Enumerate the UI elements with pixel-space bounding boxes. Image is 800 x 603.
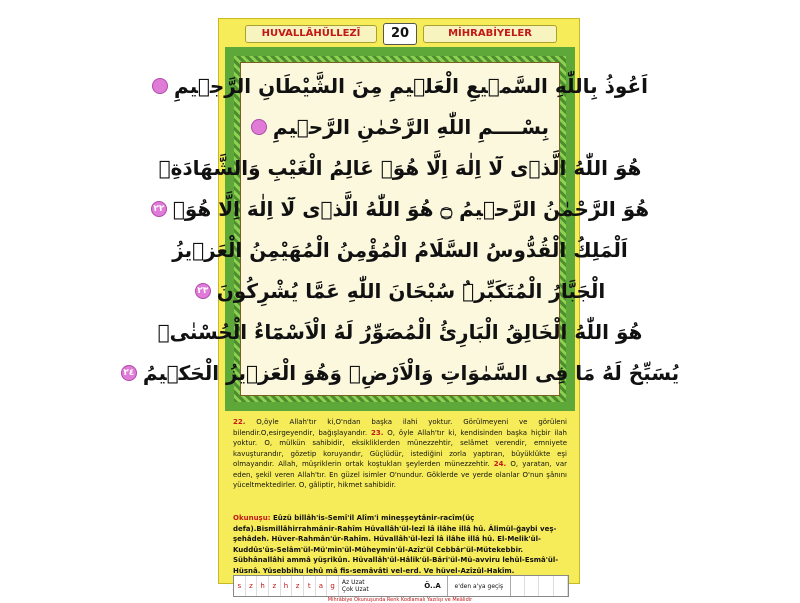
legend-letter: h xyxy=(281,576,293,596)
verse-text: بِسْــــمِ اللّٰهِ الرَّحْمٰنِ الرَّحٖيمِ xyxy=(272,114,550,139)
legend-letter: g xyxy=(327,576,339,596)
legend-letter: h xyxy=(257,576,269,596)
legend-letter: z xyxy=(269,576,281,596)
meaning-paragraph: O, yaratan, var eden, şekil veren Allah'tır. En güzel isimler O'nundur. Göklerde ve yerde olanlar O'nun şânını yüceltmektedirler. O, gâliptir, hikmet sahibidir. xyxy=(233,460,567,489)
legend-letters xyxy=(234,576,339,596)
legend-box xyxy=(525,576,539,596)
verse-text: هُوَ الرَّحْمٰنُ الرَّحٖيمُ ۝ هُوَ اللّٰهُ الَّذٖى لَٓا اِلٰهَ اِلَّا هُوَۚ xyxy=(172,196,650,221)
verse-marker-icon xyxy=(251,119,267,135)
verse-text: اَلْمَلِكُ الْقُدُّوسُ السَّلَامُ الْمُؤْمِنُ الْمُهَيْمِنُ الْعَزٖيزُ xyxy=(172,237,628,262)
document-page xyxy=(123,18,680,603)
verse-text: الْجَبَّارُ الْمُتَكَبِّرُۜ سُبْحَانَ اللّٰهِ عَمَّا يُشْرِكُونَ xyxy=(216,278,606,303)
verse-line xyxy=(158,155,642,180)
meaning-paragraph: O, öyle Allah'tır ki, kendisinden başka hiçbir ilah yoktur. O, mülkün sahibidir, eksikliklerden münezzehtir, selâmet verendir, emniyete kavuşturandır, gözetip koruyandır, Güçlüdür, istediğini zorla yaptıran, büyüklükte eşi olmayandır. Allah, müşriklerin ortak koştukları şeylerden münezzehtir. xyxy=(233,428,567,468)
verse-number-marker: ٢٢ xyxy=(151,201,167,217)
verse-number-marker: ٢٤ xyxy=(121,365,137,381)
header-left-title: HUVALLÂHÜLLEZÎ xyxy=(245,25,377,43)
legend-box xyxy=(554,576,568,596)
verse-number: 22. xyxy=(233,418,246,426)
verse-number-marker: ٢٣ xyxy=(195,283,211,299)
reading-label: Okunuşu: xyxy=(233,514,271,522)
header-right-title: MİHRABİYELER xyxy=(423,25,557,43)
verse-number: 24. xyxy=(493,460,507,468)
legend-az-uzat: Az Uzat xyxy=(341,579,365,586)
legend-letter: a xyxy=(316,576,328,596)
verse-line xyxy=(174,73,648,98)
meaning-paragraph: O,öyle Allah'tır ki,O'ndan başka ilahi yoktur. Görülmeyeni ve görüleni bilendir.O,esirgeyendir, bağışlayandır. xyxy=(233,418,567,437)
verse-marker-icon xyxy=(152,78,168,94)
verse-line xyxy=(251,115,549,139)
pronunciation-legend xyxy=(233,575,569,597)
page-footer: Mihrâbiye Okunuşunda Renk Kodlamalı Yazılışı ve Meâlidir xyxy=(327,597,473,603)
verse-line xyxy=(172,237,628,262)
verse-text: هُوَ اللّٰهُ الَّذٖى لَٓا اِلٰهَ اِلَّا هُوَۚ عَالِمُ الْغَيْبِ وَالشَّهَادَةِۚ xyxy=(158,155,642,180)
meaning-text xyxy=(233,417,567,491)
legend-letter: t xyxy=(304,576,316,596)
verse-text: اَعُوذُ بِاللّٰهِ السَّمٖيعِ الْعَلٖيمِ مِنَ الشَّيْطَانِ الرَّجٖيمِ xyxy=(174,73,648,98)
reading-text xyxy=(233,513,567,576)
verse-panel xyxy=(123,62,680,396)
ornamental-frame xyxy=(123,47,680,411)
page-number: 20 xyxy=(383,23,417,45)
legend-letter: z xyxy=(292,576,304,596)
verse-text: هُوَ اللّٰهُ الْخَالِقُ الْبَارِئُ الْمُصَوِّرُ لَهُ الْاَسْمَٓاءُ الْحُسْنٰىۜ xyxy=(157,319,643,344)
verse-text: يُسَبِّحُ لَهُ مَا فِى السَّمٰوَاتِ وَالْاَرْضِۚ وَهُوَ الْعَزٖيزُ الْحَكٖيمُ xyxy=(142,360,680,385)
page-header xyxy=(233,23,567,45)
legend-letter: s xyxy=(234,576,246,596)
legend-symbol: Ö..A xyxy=(418,576,448,596)
verse-line xyxy=(123,360,680,385)
reading-paragraph: Eûzü billâh'is-Semî'il Alîm'i mineşşeytânir-racîm(üç defa).Bismillâhirrahmânir-Rahîm Hüvallâh'ül-lezî lâ ilâhe illâ hû. Âlimül-ğaybi veş-şehâdeh. Hüver-Rahmân'ür-Rahîm. Hüvallâh'ül-lezî lâ ilâhe illâ hû. El-Melik'ül-Kuddûs'üs-Selâm'ül-Mü'min'ül-Müheymin'ül-Azîz'ül Cebbâr'ül-Mütekebbir. Sübhânallâhi ammâ yüşrikûn. Hüvallâh'ül-Hâlik'ül-Bâri'ül-Mü-avviru lehül-Esmâ'ül-Hüsnâ. Yüsebbihu lehû mâ fis-semâvâti vel-erd. Ve hüvel-Azîzül-Hakîm. xyxy=(233,514,559,575)
legend-box xyxy=(539,576,553,596)
verse-list xyxy=(123,65,680,393)
verse-line xyxy=(153,196,650,221)
legend-box xyxy=(511,576,525,596)
verse-number: 23. xyxy=(370,428,384,437)
verse-line xyxy=(197,278,606,303)
legend-boxes xyxy=(511,576,568,596)
legend-cok-uzat: Çok Uzat xyxy=(341,586,369,593)
verse-line xyxy=(157,319,643,344)
legend-length xyxy=(339,576,418,596)
legend-transition: e'den a'ya geçiş xyxy=(448,576,511,596)
legend-letter: z xyxy=(246,576,258,596)
